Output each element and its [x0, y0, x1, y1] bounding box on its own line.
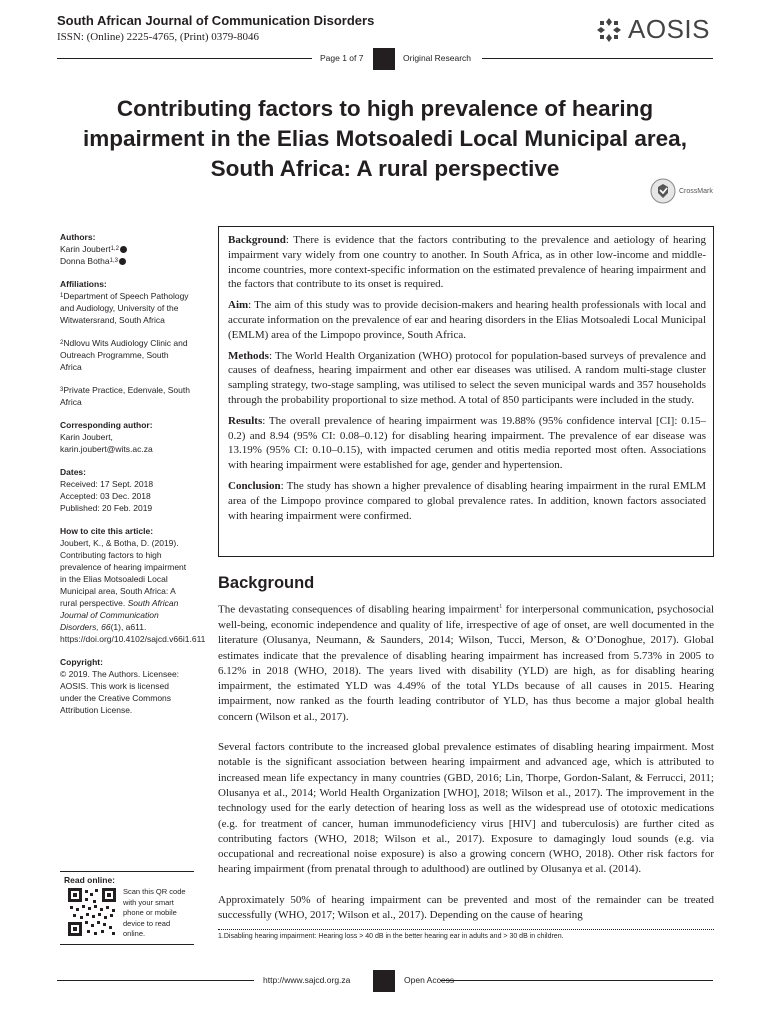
affiliation-num: 2 — [60, 340, 64, 346]
logo-text: AOSIS — [628, 14, 710, 44]
affiliations-block — [60, 278, 190, 408]
paragraph-text: Several factors contribute to the increased global prevalence estimates of disabling hearing impairment. Most notable is the significant association between hearing impairment and advanced age, which is attributed to increased mean life expectancy in many countries (GBD, 2016; Lin, Thorpe, Gordon-Salant, & Ferrucci, 2011; Olusanya et al., 2014; World Health Organization [WHO], 2018; Wilson et al., 2017). The improvement in the technology used for the early detection of hearing loss as well as the widespread use of ototoxic medications (e.g. for treatment of cancer, human immunodeficiency virus [HIV] and tuberculosis) are further cited as contributing factors (WHO, 2018; Wilson et al., 2017). Exposure to damagingly loud sounds (e.g. via occupational and recreational noise exposure) is also a growing concern (WHO, 2018). Other risk factors for hearing impairment (from prenatal through to adulthood) are outlined by Olusanya et al. (2014). — [218, 741, 714, 876]
article-type: Original Research — [403, 53, 472, 63]
abstract-text: : The aim of this study was to provide decision-makers and hearing health professionals with local and accurate information on the prevalence of ear and hearing disorders in the Elias Motsoaledi Local Municipal (EMLM) area of the Limpopo province, South Africa. — [228, 299, 706, 341]
footnote-ref[interactable]: 1 — [499, 604, 503, 610]
author-name: Donna Botha — [60, 256, 110, 266]
affiliation-entry — [60, 337, 190, 373]
paragraph-text: The devastating consequences of disabling hearing impairment — [218, 603, 500, 616]
footer-rule-left — [57, 980, 254, 981]
footer-marker — [373, 970, 395, 992]
article-info-sidebar — [60, 231, 206, 727]
corresponding-name: Karin Joubert, — [60, 432, 113, 442]
affiliation-entry — [60, 384, 190, 408]
read-online-label: Read online: — [64, 875, 116, 885]
affiliation-text: Ndlovu Wits Audiology Clinic and Outreach Programme, South Africa — [60, 338, 188, 372]
abstract-label: Conclusion — [228, 479, 281, 492]
date-accepted: Accepted: 03 Dec. 2018 — [60, 491, 151, 501]
corresponding-block — [60, 419, 190, 455]
paragraph-text: for interpersonal communication, psychosocial well-being, economic independence and quality of life, irrespective of age of onset, are well documented in the literature (Olusanya, Neumann, & Saunders, 2014; Wilson, Tucci, Merson, & O’Donoghue, 2017). Global estimates indicate that the prevalence of disabling hearing impairment has increased from 5.73% in 2005 to 6.12% in 2018 (WHO, 2018). The years lived with disability (YLD) are high, as for disabling hearing impairment, the estimated YLD was 4.49% of the total YLDs because of all causes in 2015. Hearing impairment, now ranked as the fourth leading contributor of YLD, has thus become a major global health concern (Wilson et al., 2017). — [218, 603, 715, 723]
qr-code-icon[interactable] — [68, 888, 116, 936]
citation-block — [60, 525, 206, 645]
journal-url[interactable]: http://www.sajcd.org.za — [263, 975, 351, 985]
footnote-rule — [218, 929, 714, 930]
abstract-label: Aim — [228, 299, 249, 312]
date-received: Received: 17 Sept. 2018 — [60, 479, 154, 489]
authors-label: Authors: — [60, 232, 96, 242]
cite-journal: South African Journal of Communication Disorders, 66 — [60, 598, 179, 632]
affiliation-text: Department of Speech Pathology and Audiology, University of the Witwatersrand, South Africa — [60, 291, 189, 325]
crossmark-icon — [650, 178, 676, 204]
abstract-text: : The study has shown a higher prevalence of disabling hearing impairment in the rural EMLM area of the Limpopo province compared to global prevalence rates. In addition, known factors associated with hearing impairment were confirmed. — [228, 479, 706, 522]
copyright-block — [60, 656, 190, 716]
orcid-icon[interactable] — [119, 258, 126, 265]
cite-rest[interactable]: (1), a611. https://doi.org/10.4102/sajcd.v66i1.611 — [60, 622, 206, 644]
affiliations-label: Affiliations: — [60, 279, 107, 289]
read-online-box — [60, 871, 194, 945]
paragraph-text: Approximately 50% of hearing impairment can be prevented and most of the remainder can be treated successfully (WHO, 2017; Wilson et al., 2017). Depending on the cause of hearing — [218, 893, 714, 921]
article-title: Contributing factors to high prevalence of hearing impairment in the Elias Motsoaledi Local Municipal area, South Africa: A rural perspective — [83, 96, 687, 181]
abstract-box — [218, 226, 714, 557]
crossmark-badge[interactable] — [650, 178, 713, 204]
author-affil-sup: 1,2 — [110, 246, 119, 252]
date-published: Published: 20 Feb. 2019 — [60, 503, 153, 513]
header-marker — [373, 48, 395, 70]
corresponding-email[interactable]: karin.joubert@wits.ac.za — [60, 444, 153, 454]
journal-name: South African Journal of Communication Disorders — [57, 13, 375, 28]
dates-label: Dates: — [60, 467, 86, 477]
abstract-label: Background — [228, 234, 286, 246]
abstract-label: Results — [228, 414, 263, 427]
body-paragraph — [218, 893, 714, 924]
crossmark-label: CrossMark — [679, 187, 713, 195]
dates-block — [60, 466, 190, 514]
footnote: 1.Disabling hearing impairment: Hearing loss > 40 dB in the better hearing ear in adults and > 30 dB in children. — [218, 933, 564, 940]
issn: ISSN: (Online) 2225-4765, (Print) 0379-8046 — [57, 31, 259, 43]
author-name: Karin Joubert — [60, 244, 111, 254]
cite-text: Joubert, K., & Botha, D. (2019). Contributing factors to high prevalence of hearing impairment in the Elias Motsoaledi Local Municipal area, South Africa: A rural perspective. — [60, 538, 187, 608]
header-rule-left — [57, 58, 312, 59]
cite-label: How to cite this article: — [60, 526, 154, 536]
qr-instructions: Scan this QR code with your smart phone or mobile device to read online. — [123, 887, 186, 938]
abstract-conclusion — [228, 479, 706, 523]
abstract-methods — [228, 349, 706, 408]
corresponding-label: Corresponding author: — [60, 420, 153, 430]
affiliation-num: 3 — [60, 387, 64, 393]
authors-block — [60, 231, 190, 267]
abstract-text: : The World Health Organization (WHO) protocol for population-based surveys of prevalence and causes of deafness, hearing impairment and other ear diseases was utilised. A random multi-stage cluster sampling strategy, two-stage sampling, was utilised to select the seven municipal wards and 357 households through the probability proportional to size method. A total of 850 participants were included in the study. — [228, 349, 706, 406]
body-text — [218, 600, 714, 938]
author-affil-sup: 1,3 — [109, 258, 118, 264]
abstract-results — [228, 414, 706, 473]
author-entry — [60, 243, 190, 255]
affiliation-text: Private Practice, Edenvale, South Africa — [60, 385, 190, 407]
abstract-background — [228, 233, 706, 292]
copyright-text: © 2019. The Authors. Licensee: AOSIS. This work is licensed under the Creative Commons Attribution License. — [60, 669, 180, 715]
page-number: Page 1 of 7 — [320, 53, 364, 63]
copyright-label: Copyright: — [60, 657, 103, 667]
aosis-logo-icon — [596, 17, 622, 43]
section-heading: Background — [218, 574, 315, 592]
affiliation-num: 1 — [60, 293, 64, 299]
abstract-label: Methods — [228, 349, 269, 362]
body-paragraph — [218, 600, 714, 725]
affiliation-entry — [60, 290, 190, 326]
abstract-aim — [228, 298, 706, 342]
abstract-text: : The overall prevalence of hearing impairment was 19.88% (95% confidence interval [CI]: 0.15–0.2) and 8.94 (95% CI: 0.08–0.12) for disabling hearing impairment. The prevalence of ear disease was 13.19% (95% CI: 0.10–0.15), with impacted cerumen and otitis media reported most often. Associations with hearing impairment were established for age, gender and hypertension. — [228, 414, 706, 472]
aosis-logo — [596, 14, 710, 45]
orcid-icon[interactable] — [120, 246, 127, 253]
open-access-label: Open Access — [404, 975, 455, 985]
abstract-text: : There is evidence that the factors contributing to the prevalence and aetiology of hearing impairment vary widely from one country to another. In South Africa, as in other low-income and middle-income countries, more context-specific information on the estimated prevalence of hearing impairment and the factors that contribute to its onset is required. — [228, 234, 706, 291]
author-entry — [60, 255, 190, 267]
body-paragraph — [218, 740, 714, 878]
header-rule-right — [482, 58, 713, 59]
footer-rule-right — [440, 980, 713, 981]
